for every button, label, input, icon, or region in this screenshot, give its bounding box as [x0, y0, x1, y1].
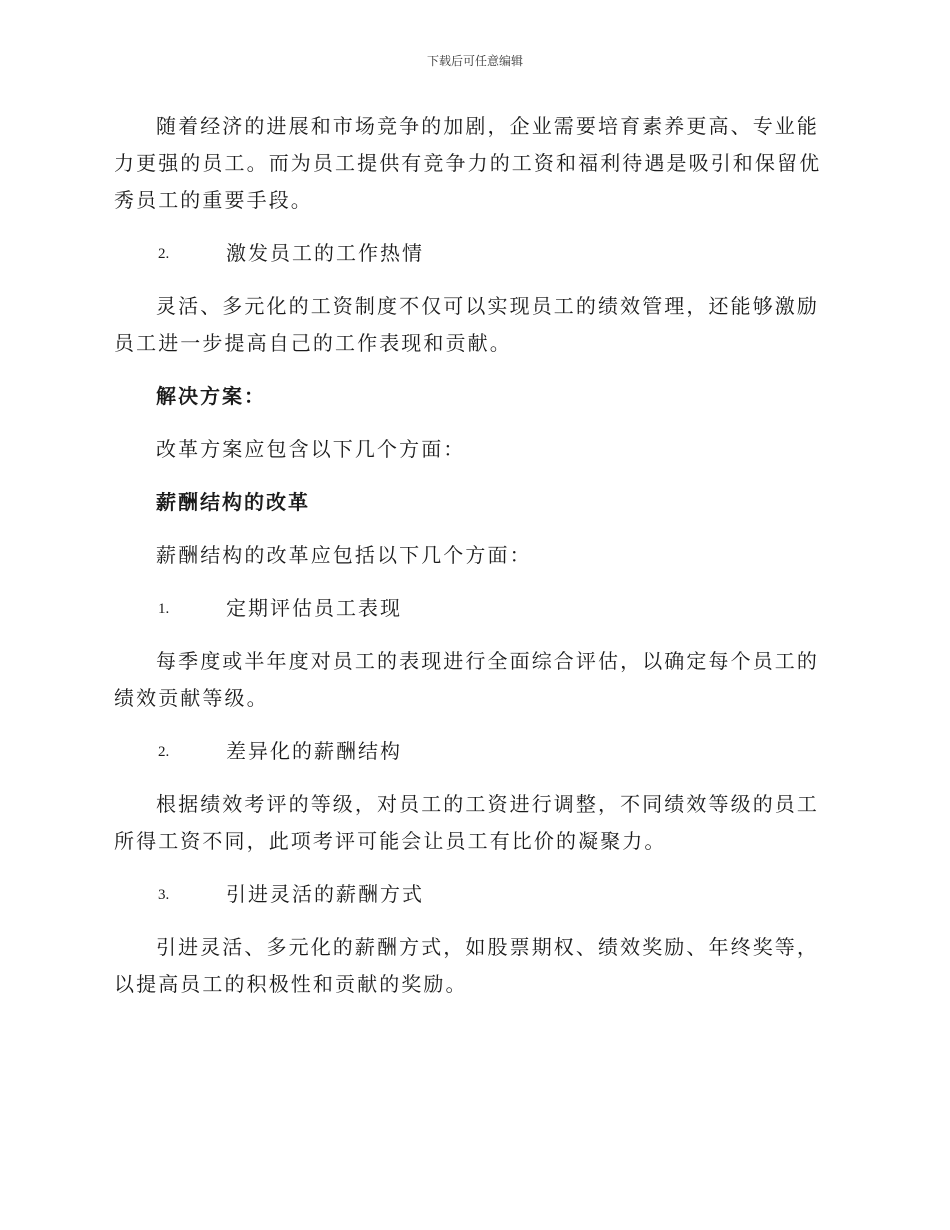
list-item	[114, 733, 834, 770]
list-number: 2.	[158, 246, 170, 262]
paragraph: 根据绩效考评的等级，对员工的工资进行调整，不同绩效等级的员工所得工资不同，此项考评可能会让员工有比价的凝聚力。	[114, 792, 819, 853]
list-number: 3.	[158, 887, 170, 903]
paragraph: 灵活、多元化的工资制度不仅可以实现员工的绩效管理，还能够激励员工进一步提高自己的工作表现和贡献。	[114, 294, 819, 355]
paragraph: 随着经济的进展和市场竞争的加剧，企业需要培育素养更高、专业能力更强的员工。而为员工提供有竞争力的工资和福利待遇是吸引和保留优秀员工的重要手段。	[114, 114, 822, 212]
list-item-text: 差异化的薪酬结构	[226, 739, 402, 763]
paragraph: 引进灵活、多元化的薪酬方式，如股票期权、绩效奖励、年终奖等，以提高员工的积极性和贡献的奖励。	[114, 935, 819, 996]
list-item-text: 引进灵活的薪酬方式	[226, 882, 424, 906]
document-body	[114, 108, 834, 1019]
list-item	[114, 876, 834, 913]
list-number: 1.	[158, 601, 170, 617]
paragraph: 每季度或半年度对员工的表现进行全面综合评估，以确定每个员工的绩效贡献等级。	[114, 649, 819, 710]
list-item-text: 激发员工的工作热情	[226, 241, 424, 265]
paragraph: 薪酬结构的改革应包括以下几个方面：	[156, 543, 532, 567]
list-item-text: 定期评估员工表现	[226, 596, 402, 620]
list-item	[114, 590, 834, 627]
page-header: 下载后可任意编辑	[426, 54, 523, 68]
section-heading: 薪酬结构的改革	[156, 490, 310, 514]
section-heading: 解决方案：	[156, 384, 266, 408]
list-item	[114, 235, 834, 272]
paragraph: 改革方案应包含以下几个方面：	[156, 437, 466, 461]
list-number: 2.	[158, 744, 170, 760]
